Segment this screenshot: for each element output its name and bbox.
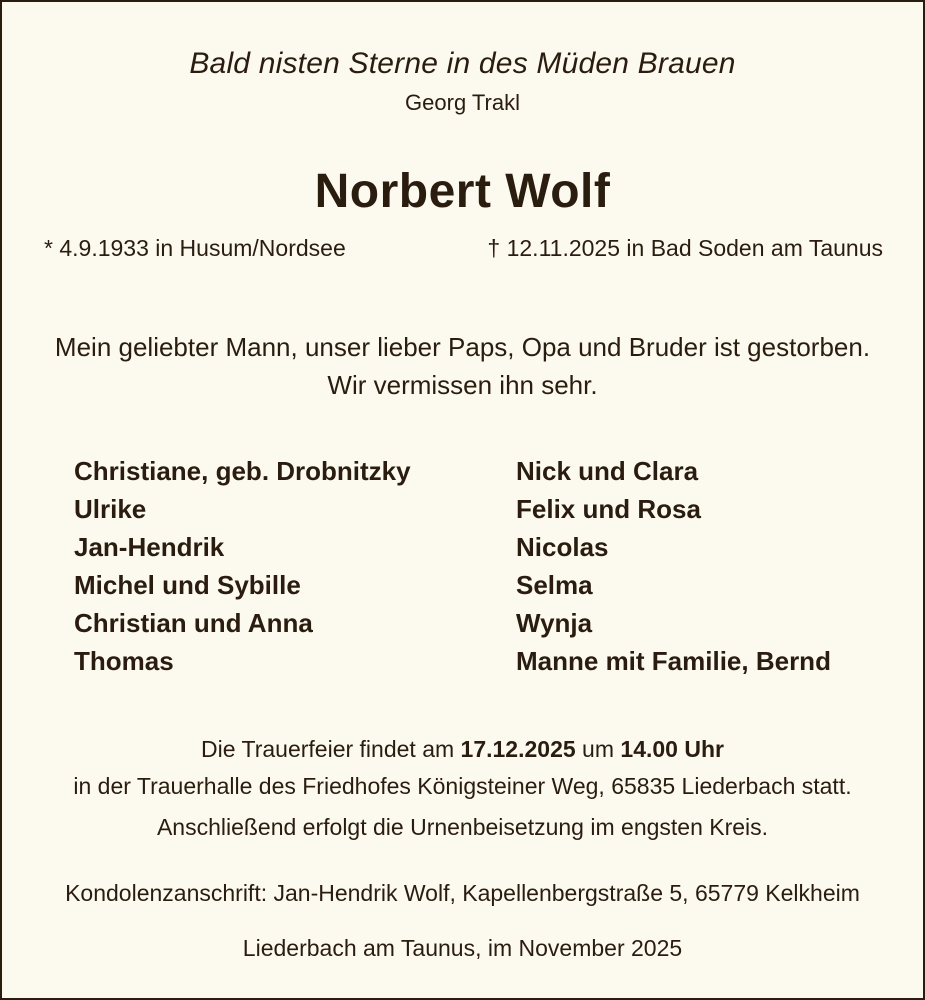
mourner-name: Manne mit Familie, Bernd	[516, 646, 831, 676]
service-mid: um	[575, 736, 621, 762]
mourners-left-column	[74, 452, 411, 680]
mourner-name: Ulrike	[74, 494, 147, 524]
deceased-name: Norbert Wolf	[314, 165, 611, 218]
birth-info: * 4.9.1933 in Husum/Nordsee	[44, 235, 346, 261]
service-location: in der Trauerhalle des Friedhofes Königsteiner Weg, 65835 Liederbach statt.	[73, 773, 852, 799]
service-date: 17.12.2025	[460, 736, 576, 762]
mourner-name: Christian und Anna	[74, 608, 313, 638]
epigraph-author: Georg Trakl	[405, 90, 520, 115]
mourners-right-column	[516, 452, 831, 680]
mourner-name: Michel und Sybille	[74, 570, 301, 600]
funeral-service-info	[2, 731, 923, 805]
mourner-name: Wynja	[516, 608, 593, 638]
service-intro: Die Trauerfeier findet am	[201, 736, 461, 762]
mourner-name: Jan-Hendrik	[74, 532, 225, 562]
mourner-name: Nick und Clara	[516, 456, 699, 486]
mourning-message-line-1: Mein geliebter Mann, unser lieber Paps, Opa und Bruder ist gestorben.	[54, 332, 871, 362]
epigraph-quote: Bald nisten Sterne in des Müden Brauen	[189, 47, 736, 80]
mourner-name: Selma	[516, 570, 593, 600]
urn-burial-info: Anschließend erfolgt die Urnenbeisetzung im engsten Kreis.	[156, 814, 769, 840]
mourning-message	[2, 328, 923, 404]
mourner-name: Thomas	[74, 646, 174, 676]
mourner-name: Felix und Rosa	[516, 494, 701, 524]
mourner-name: Nicolas	[516, 532, 609, 562]
mourning-message-line-2: Wir vermissen ihn sehr.	[327, 370, 598, 400]
death-info: † 12.11.2025 in Bad Soden am Taunus	[487, 235, 883, 261]
service-time: 14.00 Uhr	[620, 736, 724, 762]
funeral-service-line	[2, 731, 923, 768]
place-and-date: Liederbach am Taunus, im November 2025	[242, 935, 683, 961]
mourner-name: Christiane, geb. Drobnitzky	[74, 456, 411, 486]
condolence-address: Kondolenzanschrift: Jan-Hendrik Wolf, Kapellenbergstraße 5, 65779 Kelkheim	[65, 880, 860, 906]
